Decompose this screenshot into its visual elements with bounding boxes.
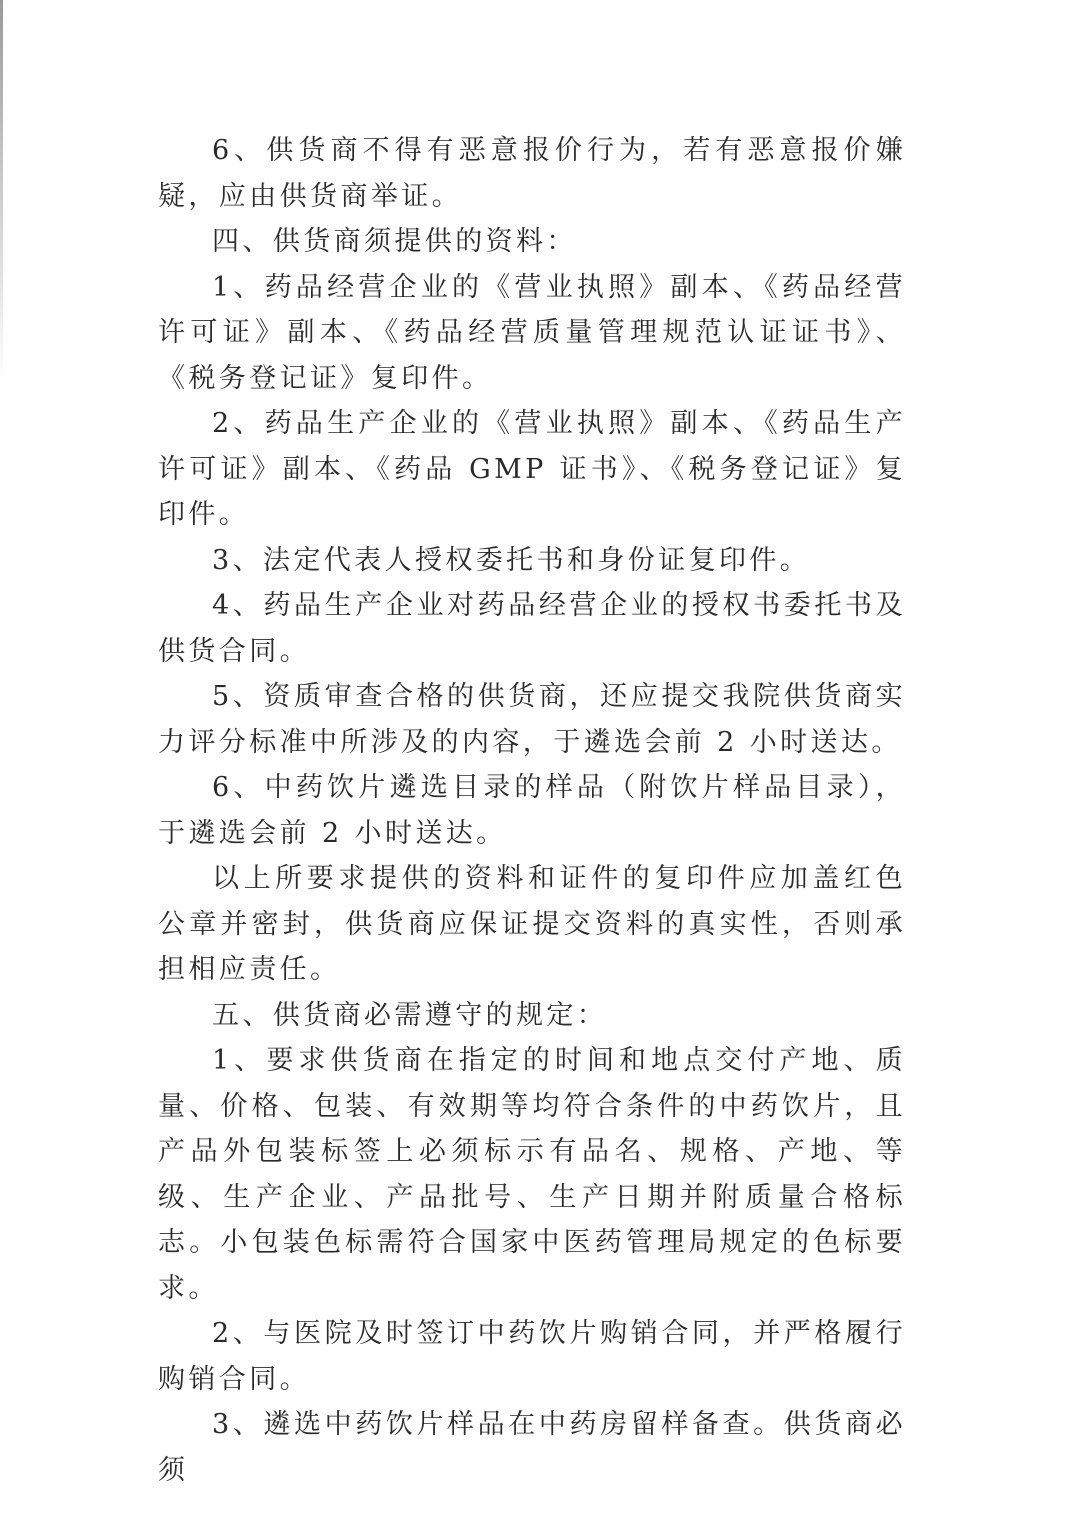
paragraph-manufacturer-licenses: 2、药品生产企业的《营业执照》副本、《药品生产许可证》副本、《药品 GMP 证书》、《税务登记证》复印件。 [158, 408, 906, 530]
paragraph-sales-contract: 2、与医院及时签订中药饮片购销合同，并严格履行购销合同。 [158, 1318, 906, 1395]
paragraph-legal-representative: 3、法定代表人授权委托书和身份证复印件。 [212, 544, 811, 576]
paragraph-seal-requirement: 以上所要求提供的资料和证件的复印件应加盖红色公章并密封，供货商应保证提交资料的真实性，否则承担相应责任。 [158, 863, 906, 985]
paragraph-distributor-licenses: 1、药品经营企业的《营业执照》副本、《药品经营许可证》副本、《药品经营质量管理规范认证证书》、《税务登记证》复印件。 [158, 271, 906, 394]
paragraph-qualified-supplier-materials: 5、资质审查合格的供货商，还应提交我院供货商实力评分标准中所涉及的内容，于遴选会前 2 小时送达。 [158, 681, 906, 758]
section-heading-supplier-rules: 五、供货商必需遵守的规定： [212, 999, 608, 1031]
document-body [158, 128, 906, 1493]
paragraph-supplier-quote-rule: 6、供货商不得有恶意报价行为，若有恶意报价嫌疑，应由供货商举证。 [158, 135, 906, 212]
paragraph-authorization-letter: 4、药品生产企业对药品经营企业的授权书委托书及供货合同。 [158, 590, 906, 667]
paragraph-sample-retention: 3、遴选中药饮片样品在中药房留样备查。供货商必须 [158, 1409, 906, 1486]
section-heading-required-materials: 四、供货商须提供的资料： [212, 226, 577, 257]
scan-edge-shadow [0, 0, 3, 380]
paragraph-sample-submission: 6、中药饮片遴选目录的样品（附饮片样品目录），于遴选会前 2 小时送达。 [158, 772, 906, 849]
paragraph-delivery-requirements: 1、要求供货商在指定的时间和地点交付产地、质量、价格、包装、有效期等均符合条件的中药饮片，且产品外包装标签上必须标示有品名、规格、产地、等级、生产企业、产品批号、生产日期并附质量合格标志。小包装色标需符合国家中医药管理局规定的色标要求。 [158, 1045, 906, 1304]
